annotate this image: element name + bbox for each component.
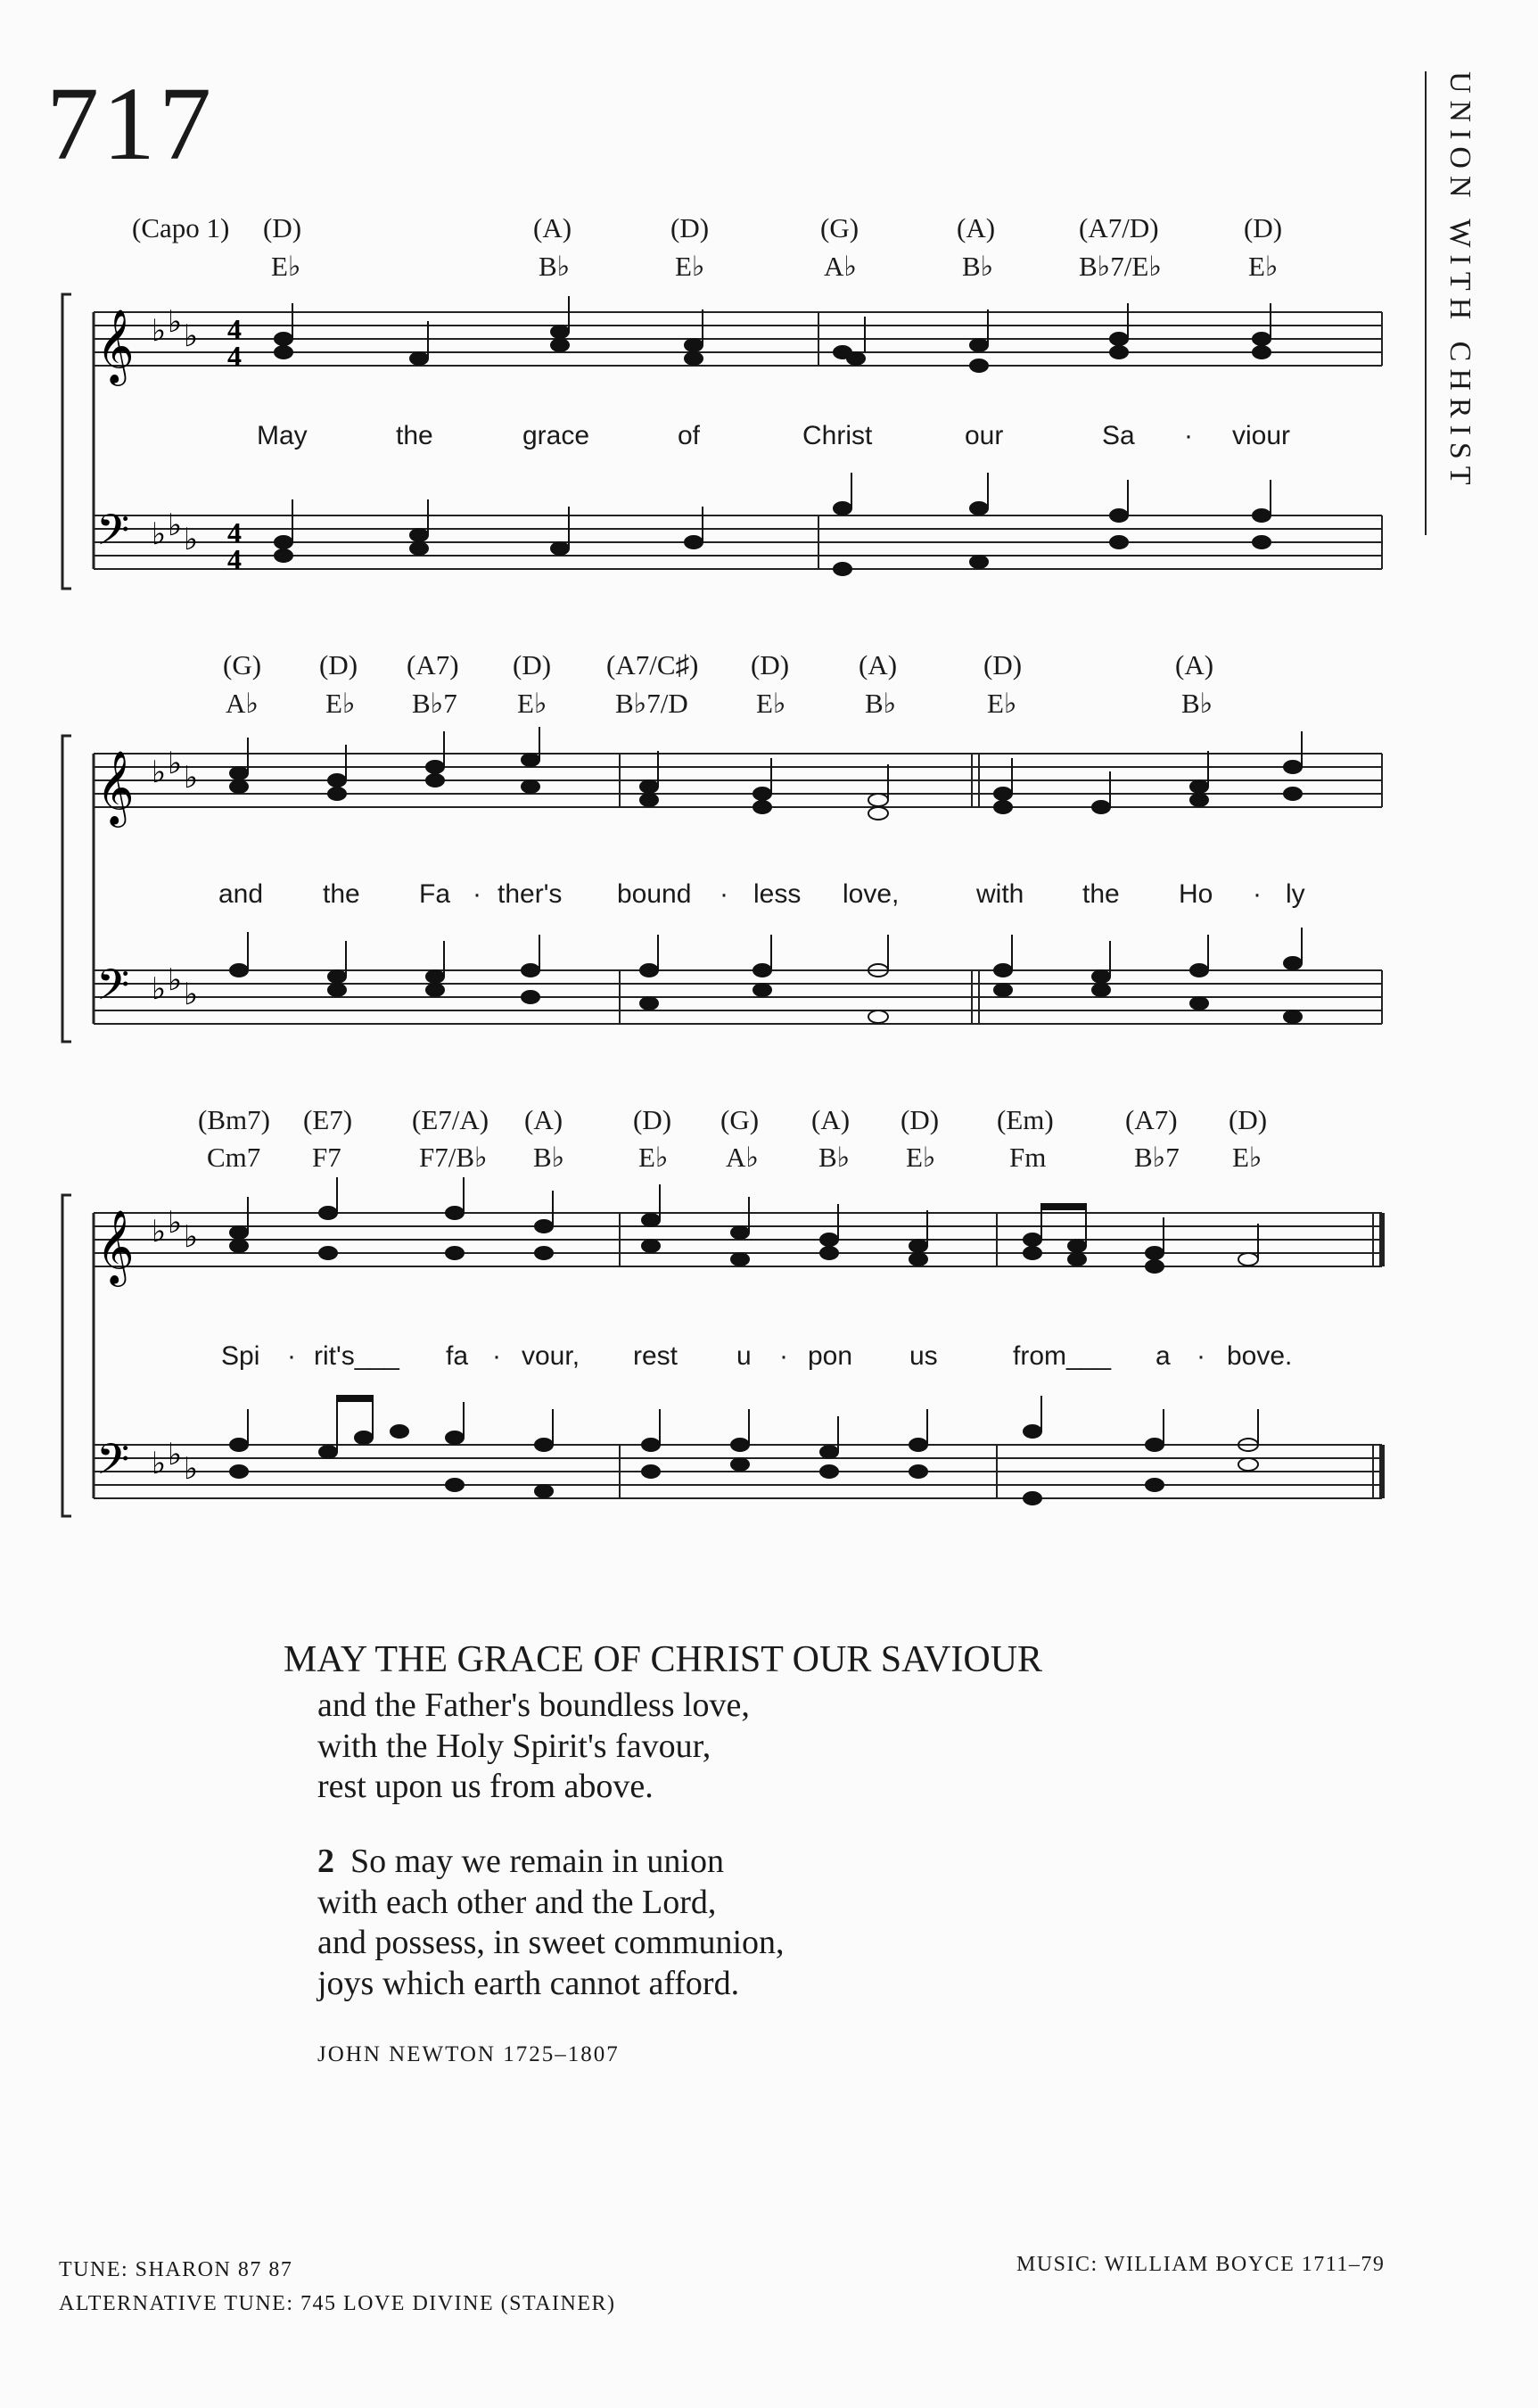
lyric-word: our (965, 421, 1004, 450)
capo-chord: (E7/A) (412, 1104, 489, 1135)
lyric-word: less (753, 879, 802, 909)
lyric-word: Spi (221, 1341, 260, 1371)
capo-chord: (D) (1244, 212, 1283, 243)
lyric-word: from___ (1013, 1341, 1112, 1371)
capo-chord: (D) (670, 212, 710, 243)
lyric-word: the (1082, 879, 1120, 909)
verse-line: with the Holy Spirit's favour, (317, 1727, 711, 1765)
chord: E♭ (987, 688, 1017, 719)
capo-chord: (A7/D) (1079, 212, 1159, 243)
capo-chord: (A) (859, 649, 898, 680)
lyric-word: · (1253, 879, 1262, 909)
bass-clef-icon: 𝄢 (96, 960, 130, 1020)
svg-text:♭: ♭ (184, 760, 199, 796)
lyric-word: love, (843, 879, 900, 909)
chord: B♭7 (1134, 1142, 1180, 1173)
svg-text:♭: ♭ (168, 1205, 183, 1241)
svg-text:♭: ♭ (152, 1214, 167, 1249)
capo-chord: (A) (811, 1104, 851, 1135)
capo-chord: (D) (263, 212, 302, 243)
lyric-word: · (720, 879, 728, 909)
lyric-word: pon (808, 1341, 853, 1371)
lyric-word: with (976, 879, 1024, 909)
svg-text:♭: ♭ (152, 1446, 167, 1481)
svg-text:♭: ♭ (152, 971, 167, 1007)
capo-chord: (A) (533, 212, 572, 243)
lyric-word: bound (617, 879, 692, 909)
lyric-word: Ho (1179, 879, 1213, 909)
capo-chord: (G) (223, 649, 262, 680)
svg-text:♭: ♭ (184, 318, 199, 354)
chord: B♭ (818, 1142, 851, 1173)
svg-text:♭: ♭ (168, 1437, 183, 1472)
lyric-word: · (1197, 1341, 1205, 1371)
capo-chord: (D) (901, 1104, 940, 1135)
chord: E♭ (271, 251, 301, 282)
lyric-word: · (473, 879, 481, 909)
chord: E♭ (1232, 1142, 1262, 1173)
lyric-word: rit's___ (314, 1341, 399, 1371)
verse-number: 2 (317, 1842, 334, 1880)
lyric-word: bove. (1227, 1341, 1293, 1371)
lyric-word: of (678, 421, 701, 450)
chord: B♭ (533, 1142, 565, 1173)
chord: E♭ (517, 688, 547, 719)
chord: B♭7 (412, 688, 457, 719)
lyric-word: viour (1232, 421, 1291, 450)
capo-chord: (G) (820, 212, 859, 243)
treble-clef-icon: 𝄞 (96, 308, 135, 383)
verse-line: 2 So may we remain in union (317, 1842, 724, 1880)
lyric-word: · (287, 1341, 296, 1371)
chord: E♭ (325, 688, 356, 719)
capo-chord: (Capo 1) (132, 212, 230, 243)
lyric-word: ther's (498, 879, 563, 909)
treble-clef-icon: 𝄞 (96, 749, 135, 824)
lyric-word: Christ (802, 421, 873, 450)
svg-text:4: 4 (227, 313, 242, 345)
lyric-word: u (736, 1341, 752, 1371)
capo-chord: (D) (983, 649, 1023, 680)
lyric-word: and (218, 879, 264, 909)
chord: A♭ (726, 1142, 760, 1173)
chord: B♭ (962, 251, 994, 282)
lyric-word: May (257, 421, 308, 450)
alternative-tune: ALTERNATIVE TUNE: 745 LOVE DIVINE (STAINER) (59, 2292, 616, 2316)
capo-chord: (D) (319, 649, 358, 680)
svg-text:♭: ♭ (168, 304, 183, 340)
lyric-word: · (1184, 421, 1193, 450)
chord: Fm (1009, 1142, 1047, 1173)
capo-chord: (A) (524, 1104, 563, 1135)
verse-line: and possess, in sweet communion, (317, 1924, 785, 1962)
capo-chord: (A) (957, 212, 996, 243)
treble-clef-icon: 𝄞 (96, 1208, 135, 1283)
chord: Cm7 (207, 1142, 261, 1173)
lyric-word: fa (446, 1341, 469, 1371)
chord: F7 (312, 1142, 341, 1173)
music-credit: MUSIC: WILLIAM BOYCE 1711–79 (1016, 2253, 1386, 2276)
notes-group (230, 727, 1302, 1023)
lyric-word: a (1156, 1341, 1171, 1371)
chord: E♭ (638, 1142, 669, 1173)
hymn-number: 717 (46, 65, 215, 182)
chord: F7/B♭ (419, 1142, 488, 1173)
capo-chord: (D) (1229, 1104, 1268, 1135)
chord: E♭ (906, 1142, 936, 1173)
chord: B♭7/D (615, 688, 688, 719)
capo-chord: (Bm7) (198, 1104, 270, 1135)
verse-line: and the Father's boundless love, (317, 1686, 750, 1725)
svg-text:4: 4 (227, 543, 242, 575)
lyric-word: rest (633, 1341, 679, 1371)
capo-chord: (G) (720, 1104, 760, 1135)
lyric-word: Fa (419, 879, 451, 909)
lyric-word: · (779, 1341, 788, 1371)
svg-text:♭: ♭ (184, 1451, 199, 1487)
chord: E♭ (756, 688, 786, 719)
capo-chord: (A7) (407, 649, 459, 680)
svg-text:4: 4 (227, 516, 242, 548)
chord: E♭ (1248, 251, 1279, 282)
capo-chord: (A7) (1125, 1104, 1178, 1135)
svg-text:♭: ♭ (184, 522, 199, 557)
svg-text:♭: ♭ (184, 977, 199, 1012)
section-title: UNION WITH CHRIST (1425, 71, 1476, 535)
lyric-word: · (492, 1341, 501, 1371)
capo-chord: (A7/C♯) (606, 649, 699, 680)
capo-chord: (A) (1175, 649, 1214, 680)
svg-text:♭: ♭ (152, 313, 167, 349)
svg-text:♭: ♭ (168, 962, 183, 998)
lyric-word: grace (522, 421, 590, 450)
lyric-word: Sa (1102, 421, 1135, 450)
svg-text:♭: ♭ (152, 755, 167, 790)
capo-chord: (D) (633, 1104, 672, 1135)
lyric-word: vour, (522, 1341, 580, 1371)
lyric-word: us (909, 1341, 938, 1371)
bass-clef-icon: 𝄢 (96, 1434, 130, 1495)
verse-line: rest upon us from above. (317, 1768, 654, 1806)
capo-chord: (Em) (997, 1104, 1054, 1135)
tune-info (59, 2253, 616, 2321)
lyric-word: ly (1286, 879, 1305, 909)
chord: A♭ (824, 251, 858, 282)
lyric-word: the (396, 421, 433, 450)
svg-text:4: 4 (227, 340, 242, 372)
chord: B♭ (539, 251, 571, 282)
lyric-word: the (323, 879, 360, 909)
capo-chord: (E7) (303, 1104, 353, 1135)
svg-text:♭: ♭ (168, 507, 183, 543)
tune-name: TUNE: SHARON 87 87 (59, 2258, 293, 2281)
author-credit: JOHN NEWTON 1725–1807 (317, 2042, 620, 2066)
hymn-first-line: MAY THE GRACE OF CHRIST OUR SAVIOUR (284, 1639, 1043, 1680)
hymn-text (284, 1639, 1175, 2004)
chord: A♭ (226, 688, 259, 719)
verse-line: with each other and the Lord, (317, 1883, 717, 1921)
grand-staff (0, 285, 1538, 624)
bass-clef-icon: 𝄢 (96, 505, 130, 565)
capo-chord: (D) (751, 649, 790, 680)
svg-text:♭: ♭ (184, 1219, 199, 1255)
chord: B♭ (865, 688, 897, 719)
chord: E♭ (675, 251, 705, 282)
svg-text:♭: ♭ (168, 746, 183, 781)
chord: B♭ (1181, 688, 1213, 719)
capo-chord: (D) (513, 649, 552, 680)
chord: B♭7/E♭ (1079, 251, 1162, 282)
svg-text:♭: ♭ (152, 516, 167, 552)
verse-line: joys which earth cannot afford. (317, 1964, 740, 2002)
